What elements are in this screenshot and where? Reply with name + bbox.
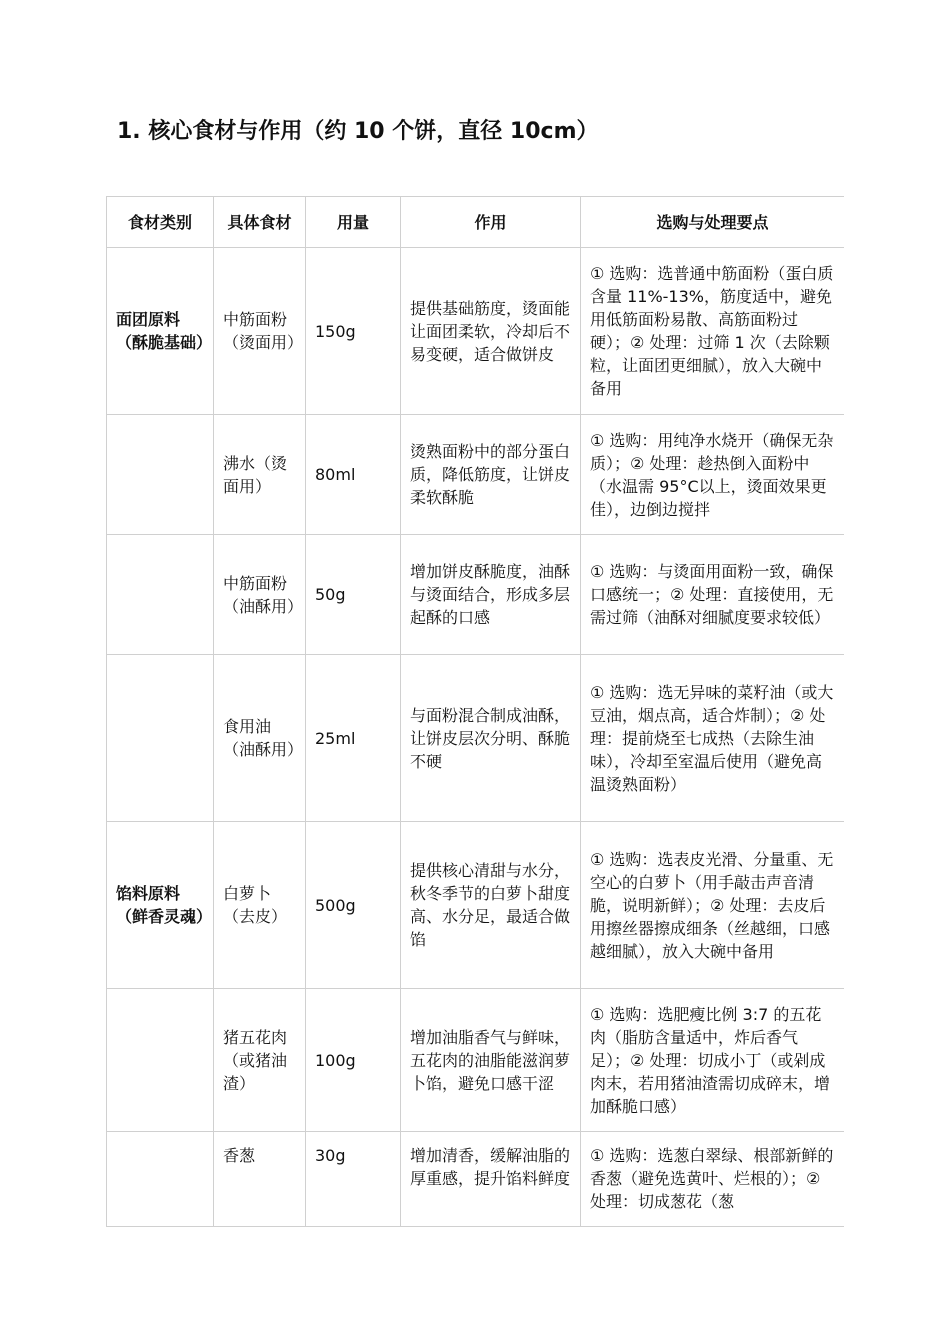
cell-category (107, 655, 214, 822)
header-category: 食材类别 (107, 197, 214, 248)
cell-category: 馅料原料（鲜香灵魂） (107, 822, 214, 989)
cell-ingredient: 香葱 (214, 1132, 306, 1228)
cell-amount: 80ml (306, 415, 401, 535)
cell-role: 增加油脂香气与鲜味，五花肉的油脂能滋润萝卜馅，避免口感干涩 (401, 989, 581, 1132)
cell-tips: ① 选购：选普通中筋面粉（蛋白质含量 11%-13%，筋度适中，避免用低筋面粉易散、高筋面粉过硬）；② 处理：过筛 1 次（去除颗粒，让面团更细腻），放入大碗中备用 (581, 248, 845, 415)
cell-tips: ① 选购：选表皮光滑、分量重、无空心的白萝卜（用手敲击声音清脆，说明新鲜）；② 处理：去皮后用擦丝器擦成细条（丝越细，口感越细腻），放入大碗中备用 (581, 822, 845, 989)
cell-amount: 25ml (306, 655, 401, 822)
cell-category (107, 415, 214, 535)
cell-ingredient: 白萝卜（去皮） (214, 822, 306, 989)
ingredients-table-container (106, 196, 844, 1227)
cell-ingredient: 沸水（烫面用） (214, 415, 306, 535)
table-row (107, 655, 845, 822)
table-row (107, 989, 845, 1132)
page-title: 1. 核心食材与作用（约 10 个饼，直径 10cm） (117, 119, 599, 144)
header-ingredient: 具体食材 (214, 197, 306, 248)
table-row (107, 822, 845, 989)
cell-ingredient: 食用油（油酥用） (214, 655, 306, 822)
cell-category (107, 989, 214, 1132)
table-row (107, 1132, 845, 1228)
cell-amount: 500g (306, 822, 401, 989)
cell-tips: ① 选购：用纯净水烧开（确保无杂质）；② 处理：趁热倒入面粉中（水温需 95°C以上，烫面效果更佳），边倒边搅拌 (581, 415, 845, 535)
cell-amount: 100g (306, 989, 401, 1132)
cell-category (107, 535, 214, 655)
cell-ingredient: 中筋面粉（油酥用） (214, 535, 306, 655)
cell-role: 增加清香，缓解油脂的厚重感，提升馅料鲜度 (401, 1132, 581, 1228)
ingredients-table (106, 196, 844, 1227)
table-row (107, 535, 845, 655)
cell-role: 与面粉混合制成油酥，让饼皮层次分明、酥脆不硬 (401, 655, 581, 822)
cell-ingredient: 猪五花肉（或猪油渣） (214, 989, 306, 1132)
cell-tips: ① 选购：与烫面用面粉一致，确保口感统一；② 处理：直接使用，无需过筛（油酥对细腻度要求较低） (581, 535, 845, 655)
header-role: 作用 (401, 197, 581, 248)
cell-amount: 30g (306, 1132, 401, 1228)
cell-category: 面团原料（酥脆基础） (107, 248, 214, 415)
header-tips: 选购与处理要点 (581, 197, 845, 248)
cell-ingredient: 中筋面粉（烫面用） (214, 248, 306, 415)
cell-role: 提供核心清甜与水分，秋冬季节的白萝卜甜度高、水分足，最适合做馅 (401, 822, 581, 989)
cell-amount: 50g (306, 535, 401, 655)
cell-amount: 150g (306, 248, 401, 415)
cell-tips: ① 选购：选无异味的菜籽油（或大豆油，烟点高，适合炸制）；② 处理：提前烧至七成热（去除生油味），冷却至室温后使用（避免高温烫熟面粉） (581, 655, 845, 822)
header-amount: 用量 (306, 197, 401, 248)
table-row (107, 415, 845, 535)
cell-role: 提供基础筋度，烫面能让面团柔软，冷却后不易变硬，适合做饼皮 (401, 248, 581, 415)
cell-tips: ① 选购：选肥瘦比例 3:7 的五花肉（脂肪含量适中，炸后香气足）；② 处理：切成小丁（或剁成肉末，若用猪油渣需切成碎末，增加酥脆口感） (581, 989, 845, 1132)
cell-tips: ① 选购：选葱白翠绿、根部新鲜的香葱（避免选黄叶、烂根的）；② 处理：切成葱花（葱 (581, 1132, 845, 1228)
table-row (107, 248, 845, 415)
cell-role: 烫熟面粉中的部分蛋白质，降低筋度，让饼皮柔软酥脆 (401, 415, 581, 535)
cell-category (107, 1132, 214, 1228)
cell-role: 增加饼皮酥脆度，油酥与烫面结合，形成多层起酥的口感 (401, 535, 581, 655)
table-header-row (107, 197, 845, 248)
